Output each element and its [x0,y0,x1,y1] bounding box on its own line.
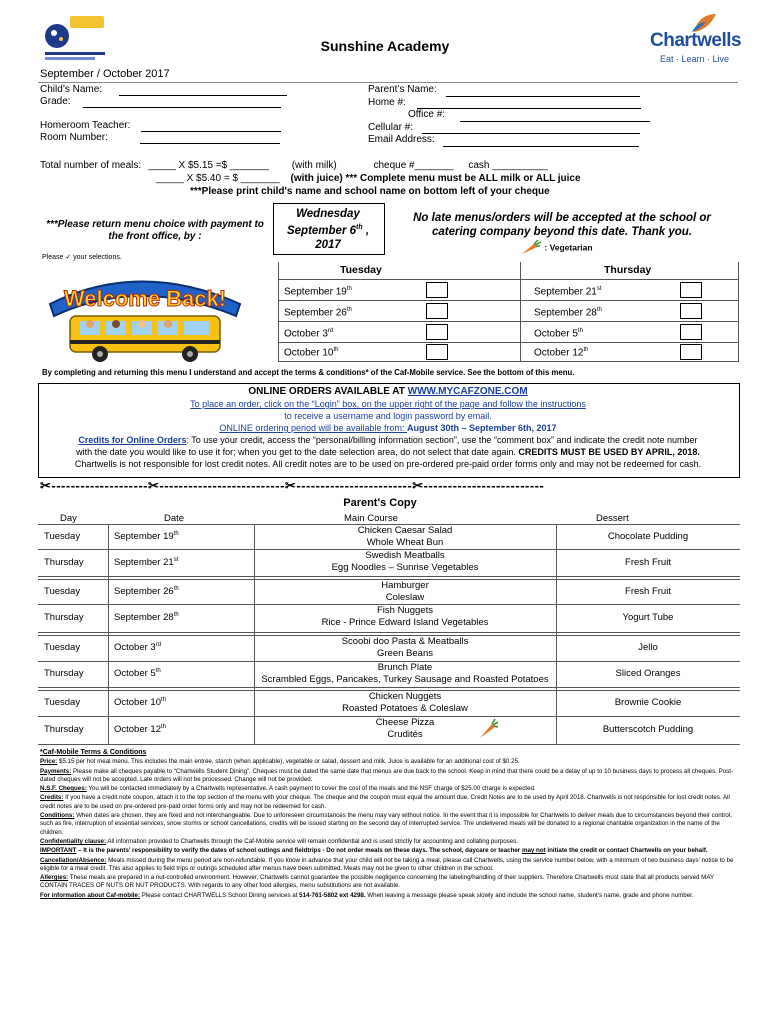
svg-text:Welcome Back!: Welcome Back! [63,286,227,311]
late-orders-note: No late menus/orders will be accepted at the school or catering company beyond this date. Thank you. [413,212,711,238]
brand-name: Chartwells [650,30,742,51]
main-course-line: Scoobi doo Pasta & Meatballs [341,636,469,647]
child-info [40,84,287,144]
header-dessert: Dessert [596,513,629,524]
thu-date-4: October 12th [534,347,589,359]
online-instructions-1: To place an order, click on the “Login” box, on the upper right of the page and follow the instructions [190,399,586,409]
main-course-line: Scrambled Eggs, Pancakes, Turkey Sausage and Roasted Potatoes [261,674,549,685]
milk-note: (with milk) [291,160,337,171]
tue-checkbox-2[interactable] [426,303,448,319]
main-course-line: Rice - Prince Edward Island Vegetables [321,617,489,628]
vegetarian-carrot-icon [477,718,499,740]
main-course-line: Chicken Nuggets [368,691,442,702]
main-course-line: Roasted Potatoes & Coleslaw [342,703,468,714]
grade-field[interactable] [83,107,281,108]
menu-date: October 10th [114,697,167,709]
menu-dessert: Yogurt Tube [622,612,674,623]
tue-date-1: September 19th [284,286,352,298]
tue-checkbox-3[interactable] [426,324,448,340]
room-label: Room Number: [40,132,108,143]
menu-date: October 3rd [114,642,162,654]
menu-table [38,510,740,746]
juice-note: (with juice) *** Complete menu must be ALL milk or ALL juice [290,173,581,184]
terms-important: IMPORTANT – It is the parents’ responsibility to verify the dates of school outings and fieldtrips - Do not order meals on these days. The school, daycare or teacher may not initiate the credit or contact Chartwells on your behalf. [40,847,708,855]
credits-note: Credits for Online Orders: To use your credit, access the “personal/billing information section”, use the “comment box” and indicate the credit note number [78,435,698,445]
deadline-year: 2017 [315,238,341,251]
main-course-line: Crudités [387,729,423,740]
menu-day: Tuesday [44,585,81,597]
terms-confidentiality: Confidentiality clause: All information provided to Chartwells through the Caf-Mobile service will remain confidential and is used strictly for accounting and collating purposes. [40,837,519,845]
menu-day: Thursday [44,668,84,679]
main-course-line: Green Beans [377,648,433,659]
thu-checkbox-4[interactable] [680,344,702,360]
main-course-line: Coleslaw [385,592,425,603]
terms-allergies: Allergies: These meals are prepared in a nut-controlled environment. However, Chartwells cannot guarantee the possible negligence concerning the labeling/handling of their suppliers. Therefore Chartwells must state that all products served MAY CONTAIN TRACES OF NUTS OR NUT PRODUCTS. With regards to any other food allergies, menu substitutions are not available. [40,874,715,890]
tue-checkbox-1[interactable] [426,282,448,298]
selection-table [278,262,738,362]
online-title: ONLINE ORDERS AVAILABLE AT [248,386,408,397]
email-field[interactable] [443,146,639,147]
menu-period: September / October 2017 [40,68,170,80]
tue-checkbox-4[interactable] [426,344,448,360]
please-select-note: Please ✓ your selections. [42,254,122,261]
main-course-line: Whole Wheat Bun [366,537,444,548]
menu-day: Tuesday [44,642,81,653]
parent-name-label: Parent’s Name: [368,84,437,95]
menu-row [38,690,740,716]
menu-day: Tuesday [44,697,81,708]
menu-date: October 12th [114,724,167,736]
thu-checkbox-2[interactable] [680,303,702,319]
header-main-course: Main Course [344,513,398,524]
home-phone-label: Home #: [368,96,406,108]
menu-day: Thursday [44,556,84,568]
header-day: Day [60,513,77,524]
parent-info [368,84,650,147]
menu-row [38,661,740,687]
menu-date: September 19th [114,530,179,542]
menu-dessert: Brownie Cookie [614,697,682,708]
terms-payments: Payments: Please make all cheques payable to “Chartwells Student Dining”. Cheques must be dated the same date that menus are due back to the school. Keep in mind that there could be a delay of up to 10 business days to process all cheques. Post-dated cheques will not be accepted. Late orders will not be processed. Change will not be provided. [40,767,734,783]
main-course-line: Fish Nuggets [377,605,433,616]
menu-row [38,524,740,549]
grade-label: Grade: [40,96,71,107]
online-instructions-2: to receive a username and login password by email. [284,411,492,421]
credits-disclaimer: Chartwells is not responsible for lost credit notes. All credit notes are to be used on pre-ordered pre-paid order forms only and may not be redeemed for cash. [74,459,702,469]
tuesday-header: Tuesday [340,264,382,276]
school-logo [40,14,110,64]
milk-total-line[interactable]: _____ X $5.15 =$ _______ [147,160,269,171]
menu-dessert: Fresh Fruit [625,556,671,568]
deadline-day: Wednesday [296,208,360,220]
cellular-label: Cellular #: [368,121,414,133]
vegetarian-legend [520,240,593,256]
thu-checkbox-1[interactable] [680,282,702,298]
menu-main-course [254,550,556,574]
cafe-logo-icon [40,14,110,64]
menu-main-course [254,605,556,629]
cut-line: ✂--------------------✂--------------------------✂------------------------✂------------------------- [40,478,545,493]
menu-day: Tuesday [44,530,81,542]
menu-date: October 5th [114,668,161,680]
menu-date: September 28th [114,612,179,624]
tue-date-2: September 26th [284,307,352,319]
main-course-line: Brunch Plate [377,662,433,673]
menu-day: Thursday [44,612,84,623]
chartwells-logo [650,12,740,72]
menu-row [38,635,740,661]
thu-date-3: October 5th [534,328,583,340]
deadline-date: Wednesday September 6th , 2017 [273,207,383,252]
main-course-line: Cheese Pizza [375,717,435,728]
cheque-print-note: ***Please print child's name and school name on bottom left of your cheque [190,186,550,197]
main-course-line: Egg Noodles – Sunrise Vegetables [331,562,479,573]
online-orders-content [40,386,736,470]
homeroom-label: Homeroom Teacher: [40,120,131,131]
school-bus-icon [40,264,250,364]
office-phone-label: Office #: [408,109,446,120]
thu-checkbox-3[interactable] [680,324,702,340]
terms-title: *Caf-Mobile Terms & Conditions [40,749,147,756]
tue-date-4: October 10th [284,347,339,359]
menu-dessert: Sliced Oranges [615,668,681,679]
carrot-icon [520,240,542,256]
mycafzone-link[interactable]: WWW.MYCAFZONE.COM [407,386,528,397]
menu-dessert: Chocolate Pudding [607,530,689,542]
total-meals-label: Total number of meals: [40,160,142,171]
terms-and-conditions [40,749,738,901]
terms-conditions: Conditions: When dates are chosen, they are fixed and not interchangeable. Due to unforeseen circumstances the menu may vary without notice. In the event that it is impossible for Chartwells to deliver meals due to circumstances beyond their control, such as fire, interruption of essential services, snow storms or school cancellations, credits will be issued starting on the second day of interrupted service. The undelivered meals will be donated to a regional charitable organization in the name of the children. [40,812,732,836]
menu-row [38,604,740,632]
credits-note-2: with the date you would like to use it for; when you get to the date selection area, do not select that date again. CREDITS MUST BE USED BY APRIL, 2018. [76,447,700,457]
menu-main-course [254,717,556,741]
terms-contact: For information about Caf-mobile: Please contact CHARTWELLS School Dining services at 514-761-5802 ext 4298. When leaving a message please speak slowly and include the school name, student’s name, grade and phone number. [40,891,694,899]
menu-row [38,716,740,744]
menu-main-course [254,525,556,549]
vegetarian-label: : Vegetarian [544,242,593,253]
return-note: ***Please return menu choice with payment to the front office, by : [46,219,264,242]
thursday-header: Thursday [604,264,652,276]
thu-date-1: September 21st [534,286,602,298]
terms-nsf: N.S.F. Cheques: You will be contacted immediately by a Chartwells representative. A cash payment to cover the cost of the meals and the NSF charge of $25.00 charge is expected. [40,785,536,793]
main-course-line: Hamburger [381,580,429,591]
menu-main-course [254,636,556,660]
menu-dessert: Fresh Fruit [625,585,671,597]
menu-row [38,549,740,576]
header-date: Date [164,513,185,524]
menu-main-course [254,580,556,604]
terms-credits: Credits: If you have a credit note coupon, attach it to the top section of the menu with your cheque. The cheque and the coupon must equal the amount due. Credit Notes are to be used by April 2018. Chartwells is not responsible for lost credit notes. All credit notes are to be used on pre-ordered pre-paid order forms only and may not be redeemed for cash. [40,794,730,810]
deadline-suffix: th [356,224,363,231]
agreement-note: By completing and returning this menu I understand and accept the terms & conditions* of the Caf-Mobile service. See the bottom of this menu. [42,368,575,377]
menu-main-course [254,662,556,686]
main-course-line: Chicken Caesar Salad [357,525,453,536]
parents-copy-title: Parent's Copy [343,497,417,509]
menu-row [38,579,740,604]
terms-cancellation: Cancellation/Absence: Meals missed during the menu period are non-refundable. If you know in advance that your child will not be taking a meal, please call Chartwells, using the service number below, with a minimum of two business days’ notice to be eligible for a meal credit. This also applies to field trips or outings scheduled after menus have been submitted. Meals may not be given to other children in the school. [40,856,734,872]
child-name-label: Child’s Name: [40,84,103,95]
email-label: Email Address: [368,134,435,145]
online-period: ONLINE ordering period will be available from: August 30th – September 6th, 2017 [219,423,557,433]
main-course-line: Swedish Meatballs [365,550,445,561]
tue-date-3: October 3rd [284,328,334,340]
cheque-field[interactable]: cheque #_______ [373,160,454,171]
menu-day: Thursday [44,724,84,735]
welcome-back-illustration [40,264,250,364]
terms-price: Price: $5.15 per hot meal menu. This includes the main entrée, starch (when applicable), vegetable or salad, dessert and milk. Juice is available for an additional cost of $0.25. [40,758,520,766]
menu-date: September 21st [114,556,179,568]
juice-total-line[interactable]: _____ X $5.40 = $ _______ [156,173,280,184]
thu-date-2: September 28th [534,307,602,319]
room-field[interactable] [140,143,280,144]
menu-main-course [254,691,556,715]
menu-date: September 26th [114,585,179,597]
brand-tagline: Eat · Learn · Live [660,54,730,64]
cash-field[interactable]: cash __________ [468,160,548,171]
page-title: Sunshine Academy [320,38,450,54]
menu-dessert: Butterscotch Pudding [602,724,694,735]
deadline-month-day: September 6 [286,224,357,237]
meal-totals [40,159,740,198]
menu-dessert: Jello [638,642,658,653]
